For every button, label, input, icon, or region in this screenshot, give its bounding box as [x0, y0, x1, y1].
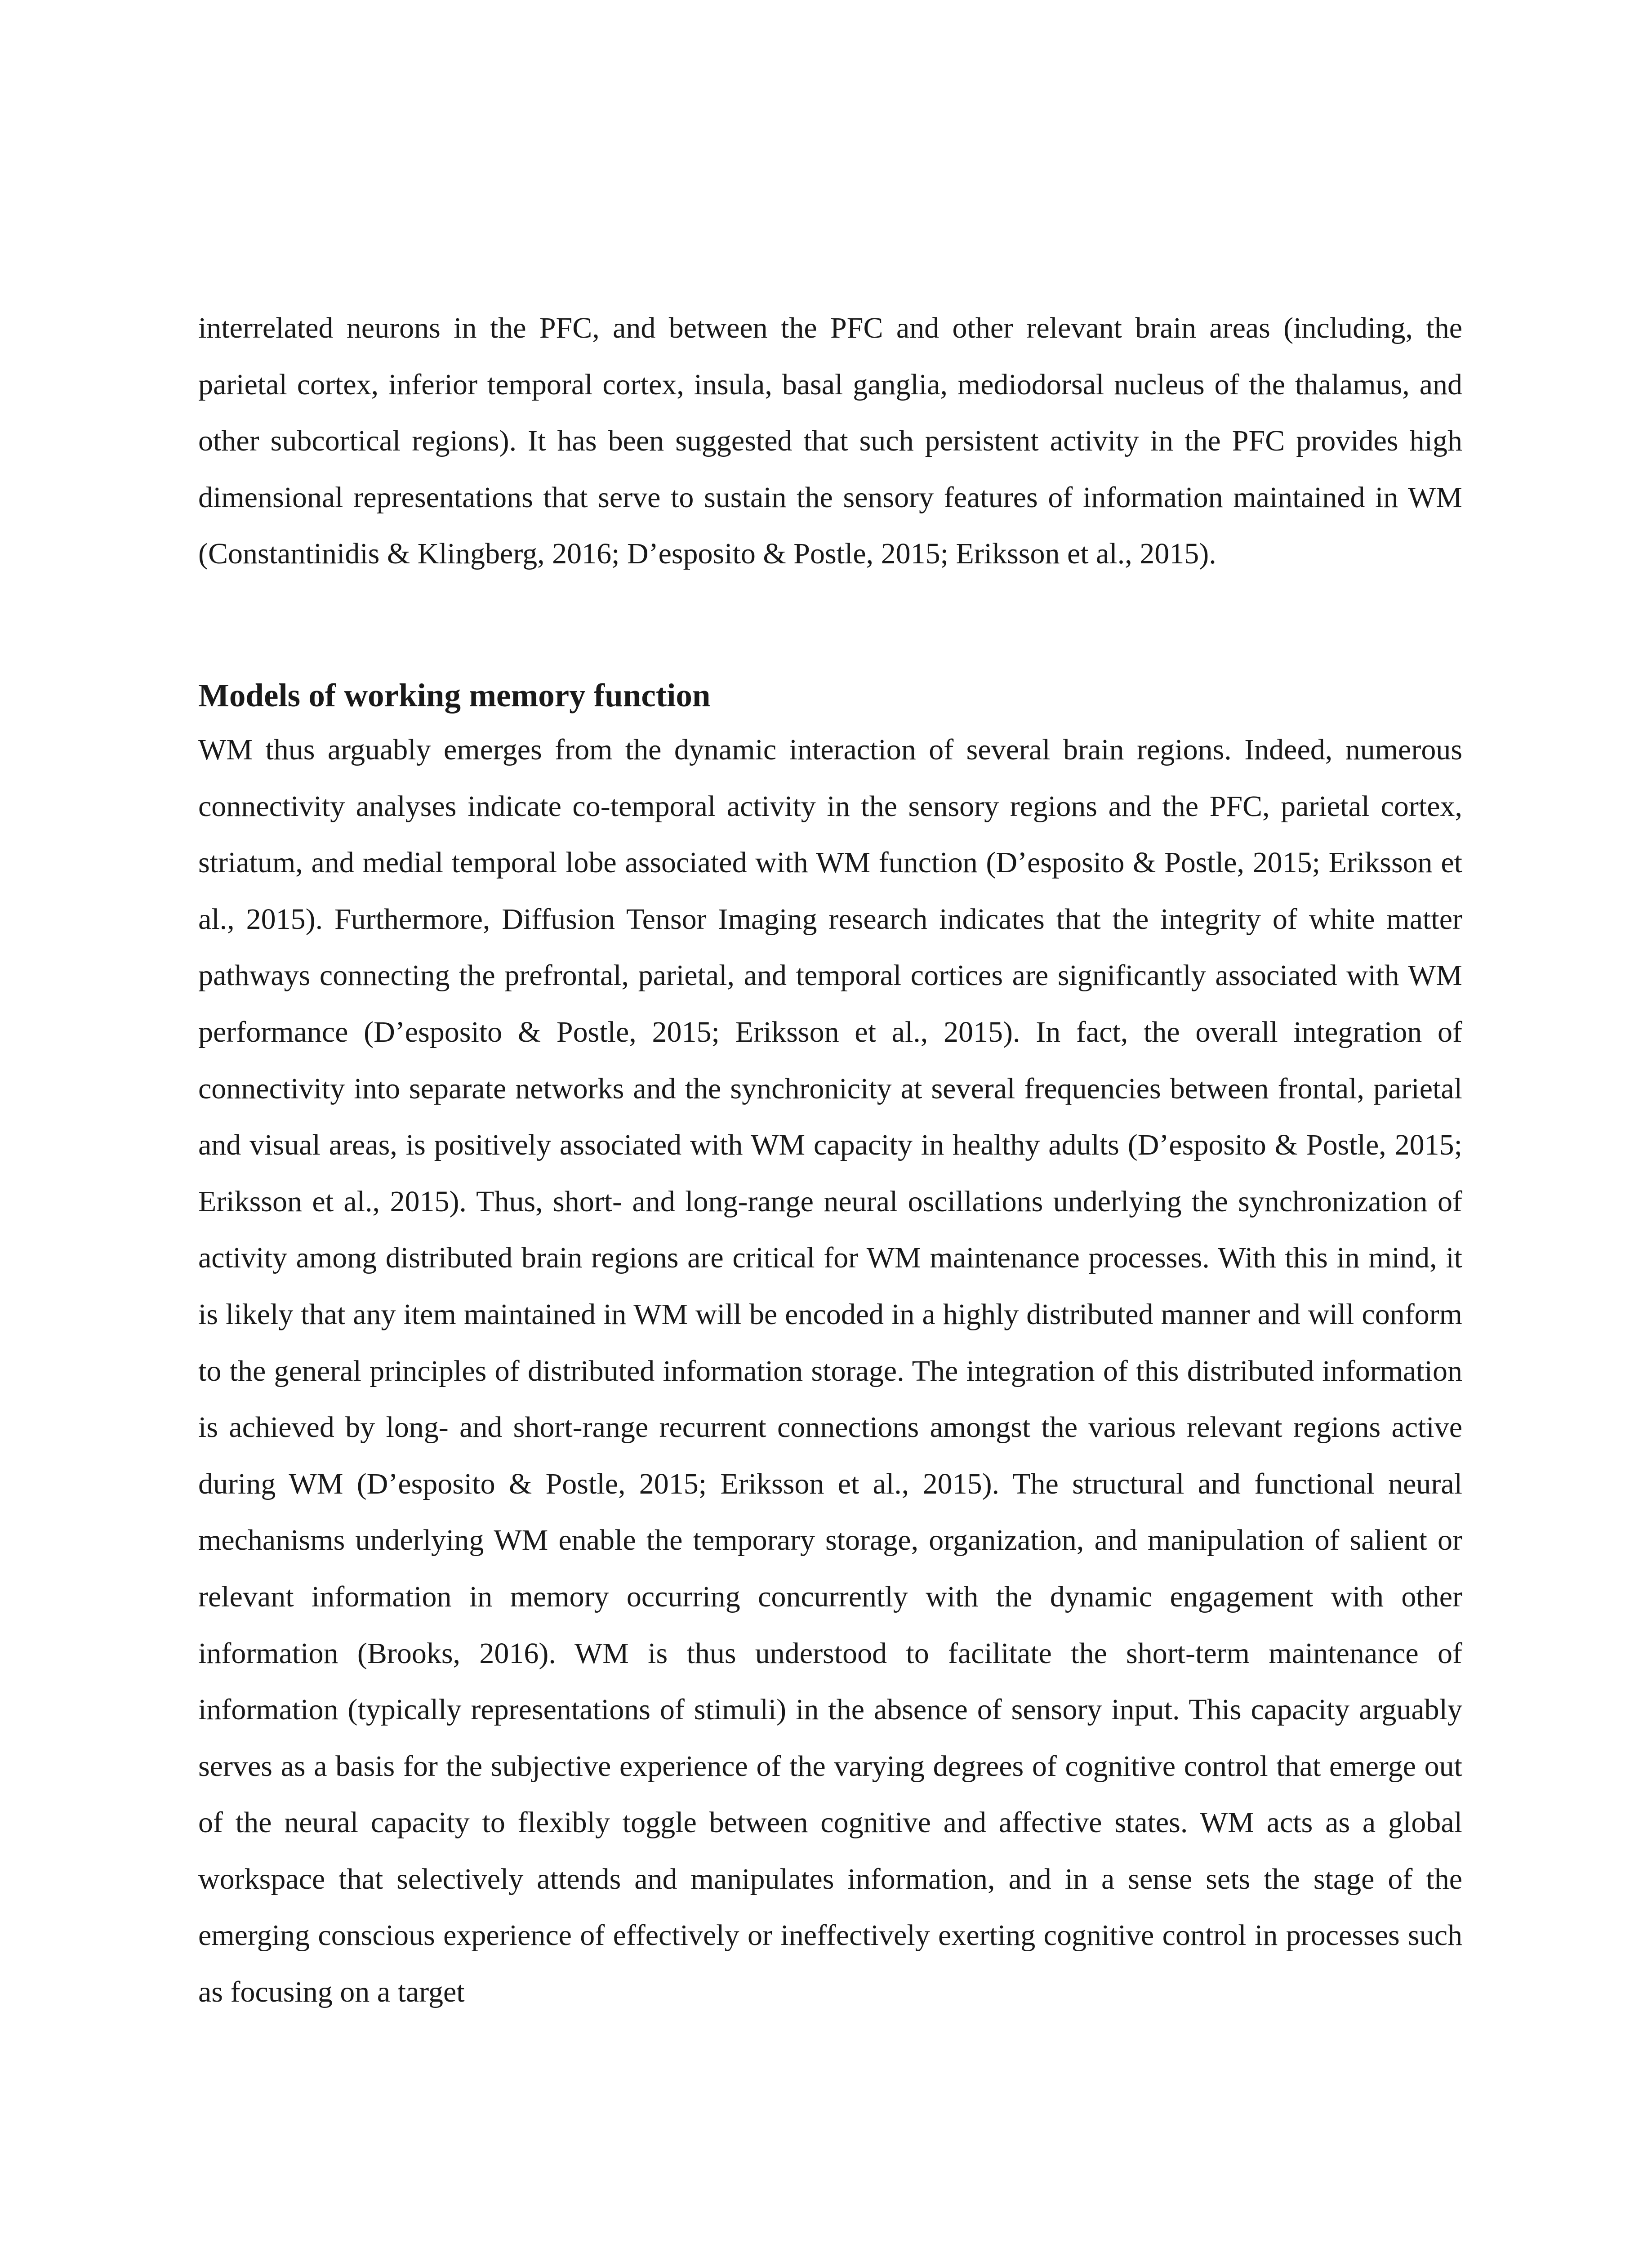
paragraph-text: WM thus arguably emerges from the dynamic interaction of several brain regions. Indeed, numerous connectivity analyses indicate co-temporal activity in the sensory regions and the PFC, parietal cortex, striatum, and medial temporal lobe associated with WM function (D’esposito & Postle, 2015; Eriksson et al., 2015). Furthermore, Diffusion Tensor Imaging research indicates that the integrity of white matter pathways connecting the prefrontal, parietal, and temporal cortices are significantly associated with WM performance (D’esposito & Postle, 2015; Eriksson et al., 2015). In fact, the overall integration of connectivity into separate networks and the synchronicity at several frequencies between frontal, parietal and visual areas, is positively associated with WM capacity in healthy adults (D’esposito & Postle, 2015; Eriksson et al., 2015). Thus, short- and long-range neural oscillations underlying the synchronization of activity among distributed brain regions are critical for WM maintenance processes. With this in mind, it is likely that any item maintained in WM will be encoded in a highly distributed manner and will conform to the general principles of distributed information storage. The integration of this distributed information is achieved by long- and short-range recurrent connections amongst the various relevant regions active during WM (D’esposito & Postle, 2015; Eriksson et al., 2015). The structural and functional neural mechanisms underlying WM enable the temporary storage, organization, and manipulation of salient or relevant information in memory occurring concurrently with the dynamic engagement with other information (Brooks, 2016). WM is thus understood to facilitate the short-term maintenance of information (typically representations of stimuli) in the absence of sensory input. This capacity arguably serves as a basis for the subjective experience of the varying degrees of cognitive control that emerge out of the neural capacity to flexibly toggle between cognitive and affective states. WM acts as a global workspace that selectively attends and manipulates information, and in a sense sets the stage of the emerging conscious experience of effectively or ineffectively exerting cognitive control in processes such as focusing on a target: [198, 733, 1462, 2009]
paragraph-text: interrelated neurons in the PFC, and between the PFC and other relevant brain areas (including, the parietal cortex, inferior temporal cortex, insula, basal ganglia, mediodorsal nucleus of the thalamus, and other subcortical regions). It has been suggested that such persistent activity in the PFC provides high dimensional representations that serve to sustain the sensory features of information maintained in WM (Constantinidis & Klingberg, 2016; D’esposito & Postle, 2015; Eriksson et al., 2015).: [198, 312, 1462, 571]
body-paragraph-2: [198, 722, 1462, 2021]
section-heading: Models of working memory function: [198, 677, 711, 714]
body-paragraph-1: [198, 300, 1462, 582]
